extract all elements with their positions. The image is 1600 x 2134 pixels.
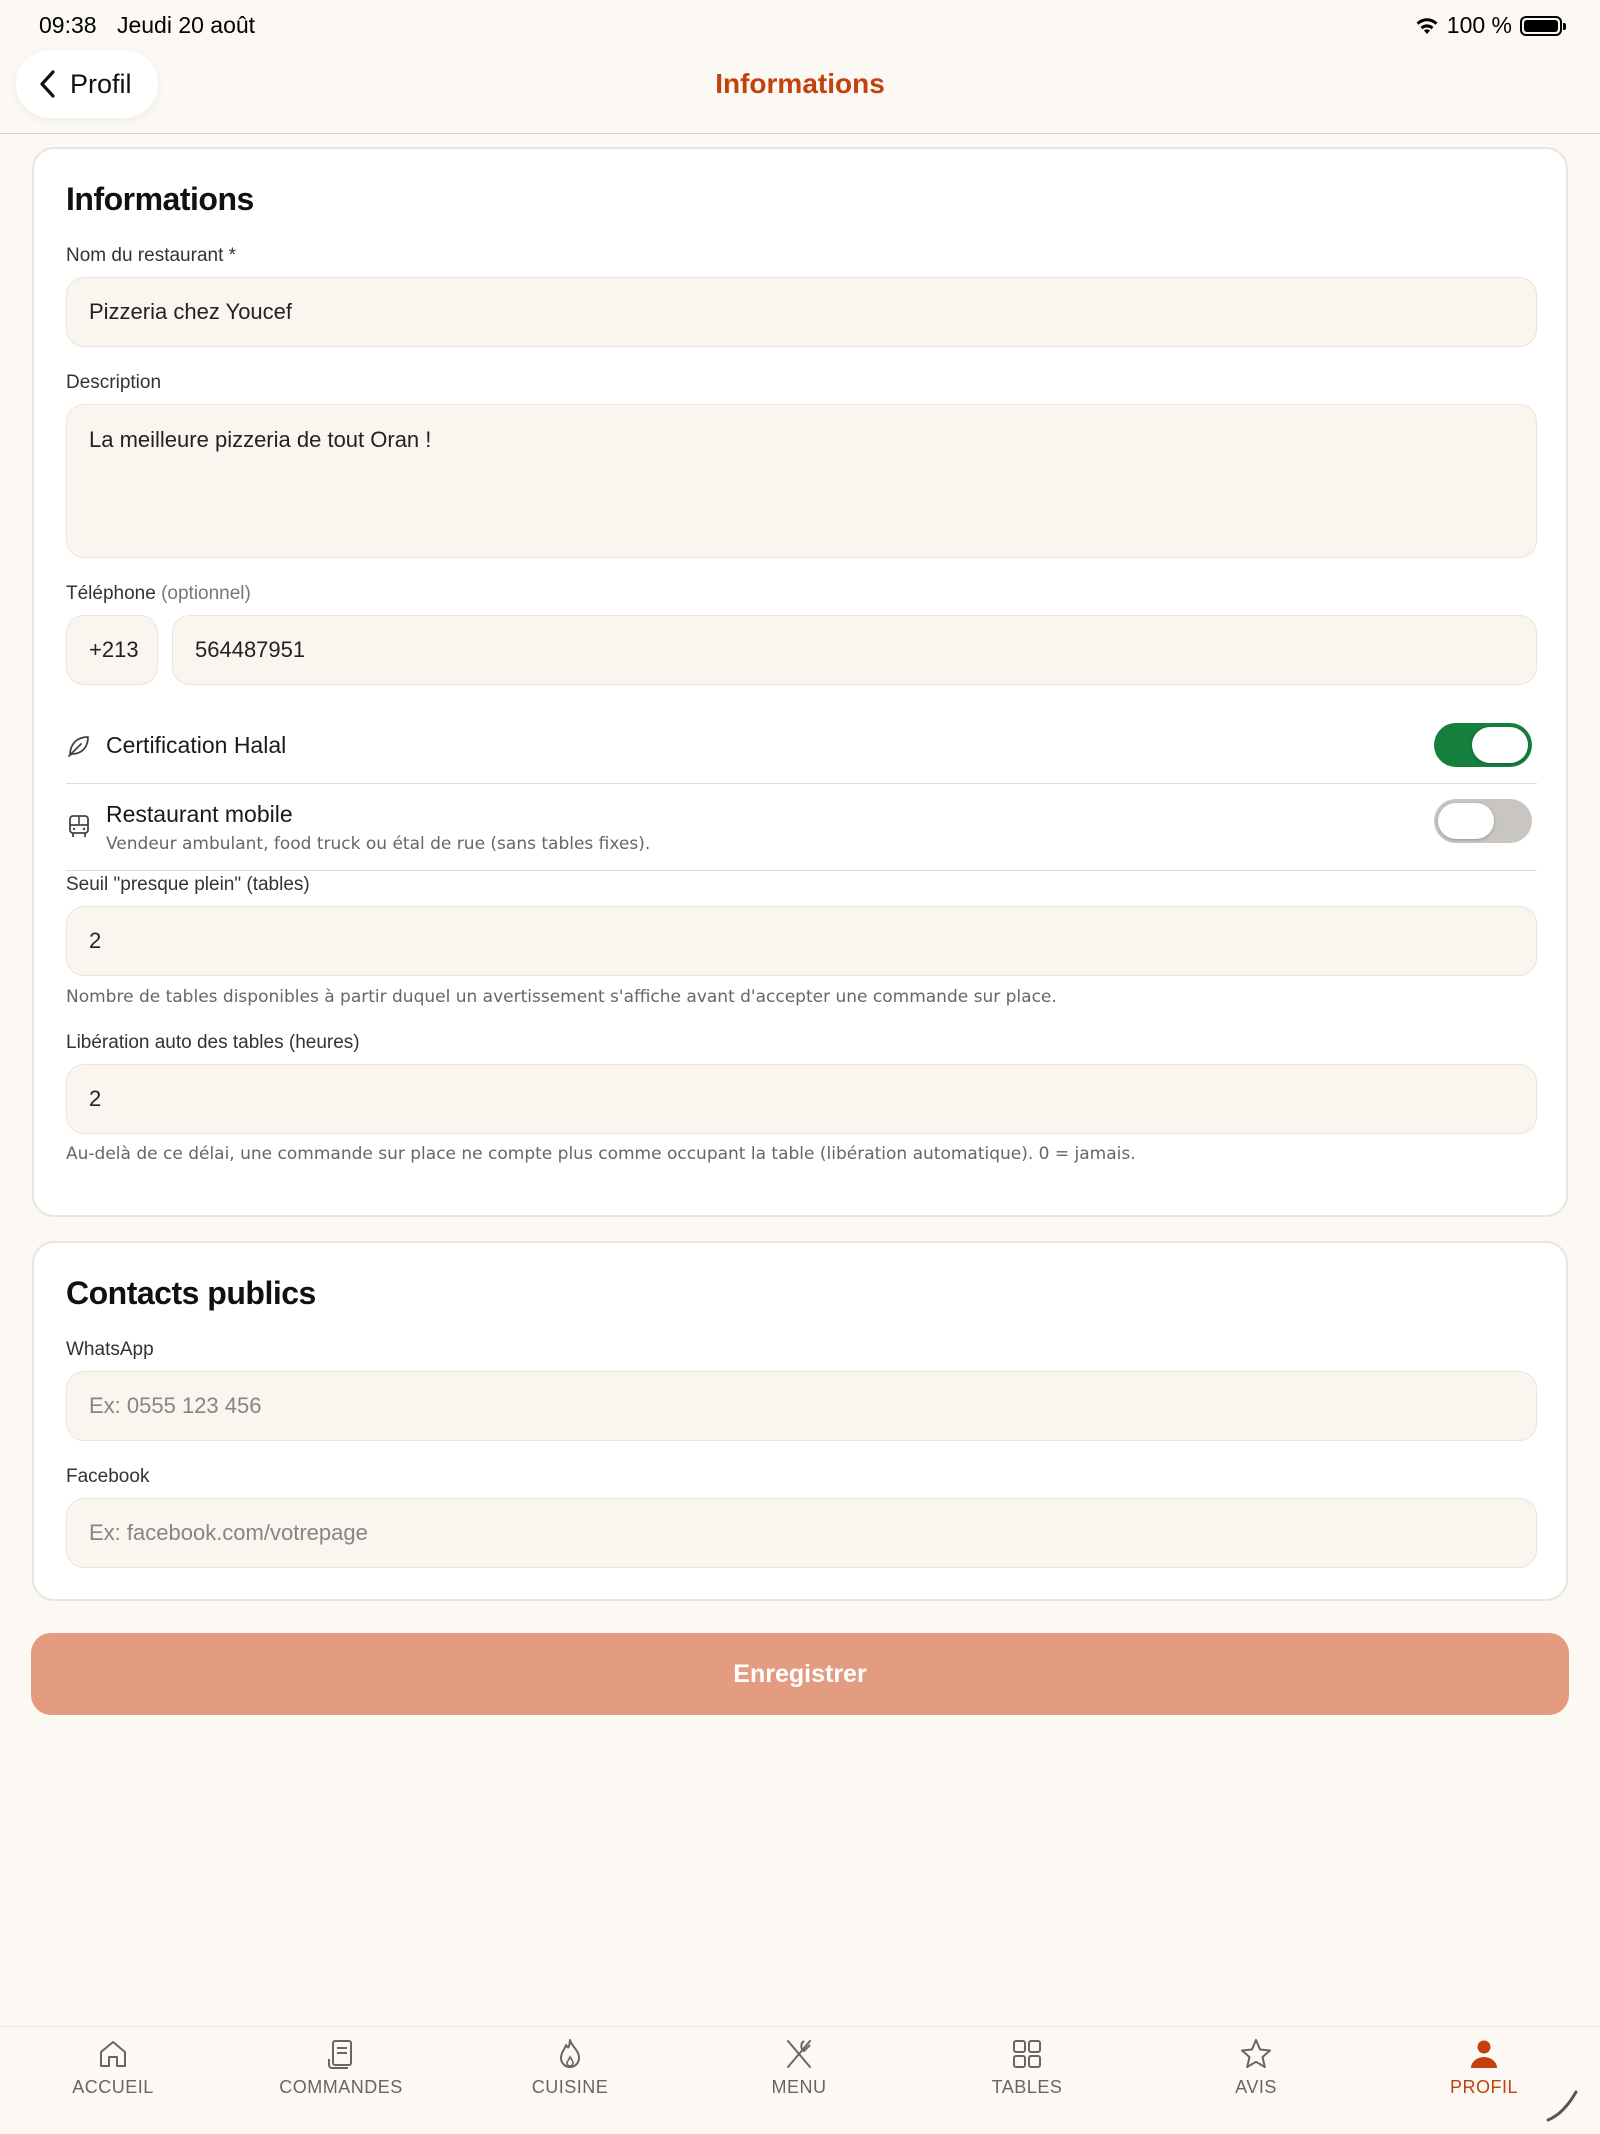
release-label: Libération auto des tables (heures): [66, 1032, 360, 1053]
status-date: Jeudi 20 août: [116, 12, 256, 38]
phone-label: Téléphone (optionnel): [66, 583, 251, 604]
contacts-card: [32, 1241, 1568, 1601]
description-textarea[interactable]: La meilleure pizzeria de tout Oran !: [66, 404, 1537, 558]
facebook-input[interactable]: Ex: facebook.com/votrepage: [66, 1498, 1537, 1568]
save-button[interactable]: Enregistrer: [31, 1633, 1569, 1715]
card-title: Informations: [66, 181, 254, 217]
threshold-input[interactable]: 2: [66, 906, 1537, 976]
divider: [66, 783, 1537, 784]
phone-prefix-field[interactable]: +213: [66, 615, 158, 685]
threshold-label: Seuil "presque plein" (tables): [66, 874, 310, 895]
status-time: 09:38: [39, 12, 97, 38]
status-bar: [0, 0, 1600, 50]
informations-card: [32, 147, 1568, 1217]
star-icon: [1239, 2037, 1273, 2071]
leaf-icon: [66, 733, 92, 759]
battery-percent: 100 %: [1446, 12, 1512, 38]
restaurant-name-input[interactable]: Pizzeria chez Youcef: [66, 277, 1537, 347]
tab-profil[interactable]: PROFIL: [1394, 2037, 1574, 2098]
mobile-sublabel: Vendeur ambulant, food truck ou étal de rue (sans tables fixes).: [106, 834, 651, 854]
name-label: Nom du restaurant *: [66, 245, 237, 266]
tab-bar: [0, 2026, 1600, 2134]
page-title: Informations: [715, 68, 885, 99]
home-icon: [96, 2037, 130, 2071]
receipt-icon: [324, 2037, 358, 2071]
bus-icon: [66, 813, 92, 839]
facebook-label: Facebook: [66, 1466, 150, 1487]
wifi-icon: [1415, 17, 1439, 35]
phone-input[interactable]: 564487951: [172, 615, 1537, 685]
halal-label: Certification Halal: [106, 732, 287, 758]
tab-commandes[interactable]: COMMANDES: [251, 2037, 431, 2098]
tab-menu[interactable]: MENU: [709, 2037, 889, 2098]
home-indicator: [1542, 2086, 1582, 2126]
mobile-label: Restaurant mobile: [106, 801, 293, 827]
tab-cuisine[interactable]: CUISINE: [480, 2037, 660, 2098]
mobile-toggle[interactable]: [1434, 799, 1532, 843]
whatsapp-label: WhatsApp: [66, 1339, 154, 1360]
description-label: Description: [66, 372, 162, 393]
halal-toggle[interactable]: [1434, 723, 1532, 767]
release-input[interactable]: 2: [66, 1064, 1537, 1134]
back-label: Profil: [70, 68, 132, 99]
utensils-icon: [782, 2037, 816, 2071]
threshold-help: Nombre de tables disponibles à partir duquel un avertissement s'affiche avant d'accepter une commande sur place.: [66, 987, 1057, 1007]
tab-accueil[interactable]: ACCUEIL: [23, 2037, 203, 2098]
battery-icon: [1520, 16, 1562, 36]
tab-avis[interactable]: AVIS: [1166, 2037, 1346, 2098]
nav-header: [0, 50, 1600, 134]
divider: [66, 870, 1537, 871]
whatsapp-input[interactable]: Ex: 0555 123 456: [66, 1371, 1537, 1441]
release-help: Au-delà de ce délai, une commande sur place ne compte plus comme occupant la table (libération automatique). 0 = jamais.: [66, 1144, 1136, 1164]
user-icon: [1467, 2037, 1501, 2071]
grid-icon: [1010, 2037, 1044, 2071]
card-title: Contacts publics: [66, 1275, 316, 1311]
tab-tables[interactable]: TABLES: [937, 2037, 1117, 2098]
flame-icon: [553, 2037, 587, 2071]
